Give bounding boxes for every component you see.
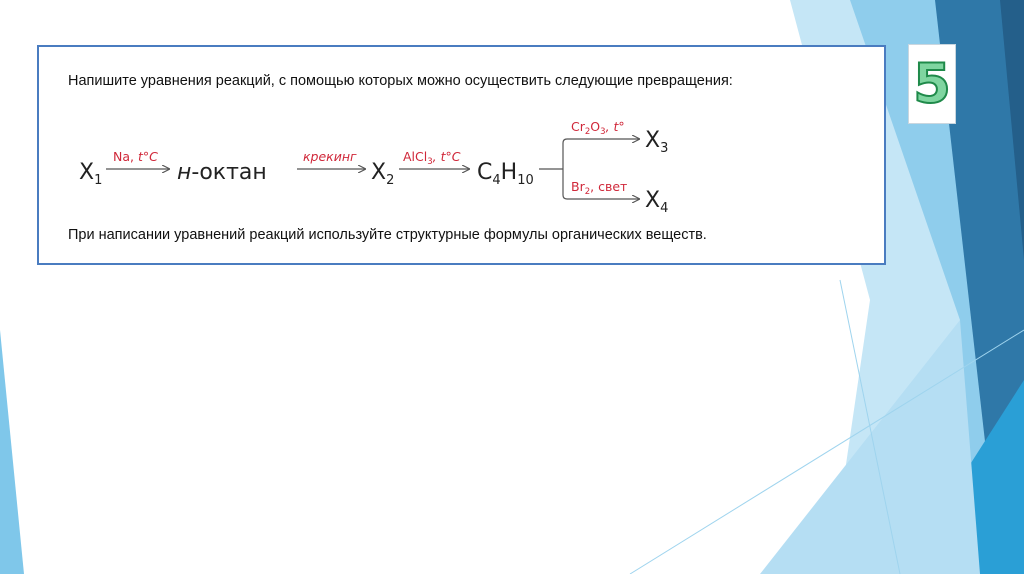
condition-step3: AlCl$_3$, t°C (403, 149, 461, 167)
task-frame (37, 45, 886, 265)
condition-branch-top: $Cr_2O_3$, t° (571, 119, 625, 137)
reactant-x1: $X_1$ (79, 160, 103, 188)
task-instruction: Напишите уравнения реакций, с помощью которых можно осуществить следующие превращения: (68, 73, 733, 89)
reaction-scheme (73, 111, 693, 221)
condition-step1: Na, t°C (113, 149, 158, 164)
task-number-badge (908, 44, 956, 124)
product-x2: $X_2$ (371, 160, 395, 188)
product-octane: н-октан (177, 160, 267, 185)
product-butane: $C_4H_{10}$ (477, 160, 534, 188)
arrow-branch-top (563, 139, 639, 169)
task-note: При написании уравнений реакций используйте структурные формулы органических веществ. (68, 227, 707, 243)
task-number: 5 (913, 52, 951, 115)
product-x4: $X_4$ (645, 188, 669, 216)
condition-branch-bottom: $Br_2$, свет (571, 179, 628, 197)
bg-left-triangle (0, 330, 24, 574)
condition-step2: крекинг (303, 149, 357, 164)
product-x3: $X_3$ (645, 128, 669, 156)
